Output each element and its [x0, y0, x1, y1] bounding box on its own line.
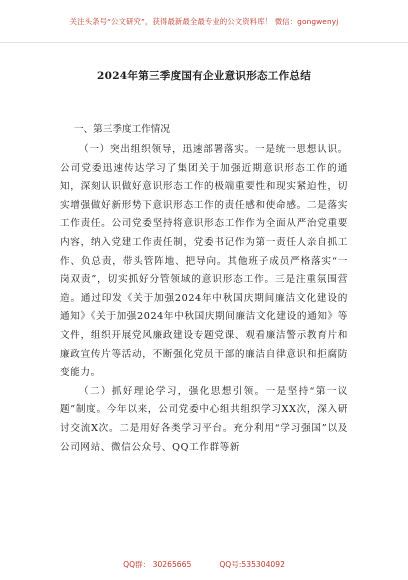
header-bar: [0, 0, 408, 43]
footer: [0, 559, 408, 570]
document-body: [60, 68, 348, 457]
section-heading: 一、第三季度工作情况: [74, 124, 170, 135]
paragraph: （二）抓好理论学习，强化思想引领。一是坚持“第一议题”制度。今年以来，公司党委中心组共组织学习XX次，深入研讨交流X次。二是用好各类学习平台。充分利用“学习强国”以及公司网站、微信公众号、QQ工作群等新: [60, 385, 348, 453]
document-title: 2024年第三季度国有企业意识形态工作总结: [96, 70, 312, 82]
footer-qq-group: QQ群： 30265665: [123, 560, 192, 569]
footer-qq-number: QQ号:535304092: [219, 560, 285, 569]
promo-banner: 关注头条号“公文研究”，获得最新最全最专业的公文资料库！ 微信：gongwenyj: [69, 16, 339, 26]
paragraph: （一）突出组织领导，迅速部署落实。一是统一思想认识。公司党委迅速传达学习了集团关于加强近期意识形态工作的通知，深刻认识做好意识形态工作的极端重要性和现实紧迫性，切实增强做好新形势下意识形态工作的责任感和使命感。二是落实工作责任。公司党委坚持将意识形态工作作为全面从严治党重要内容，纳入党建工作责任制，党委书记作为第一责任人亲自抓工作、负总责，带头管阵地、把导向。其他班子成员严格落实“一岗双责”，切实抓好分管领域的意识形态工作。三是注重氛围营造。通过印发《关于加强2024年中秋国庆期间廉洁文化建设的通知》《关于加强2024年中秋国庆期间廉洁文化建设的通知》等文件，组织开展党风廉政建设专题党课、观看廉洁警示教育片和廉政宣传片等活动，不断强化党员干部的廉洁自律意识和拒腐防变能力。: [60, 144, 348, 379]
